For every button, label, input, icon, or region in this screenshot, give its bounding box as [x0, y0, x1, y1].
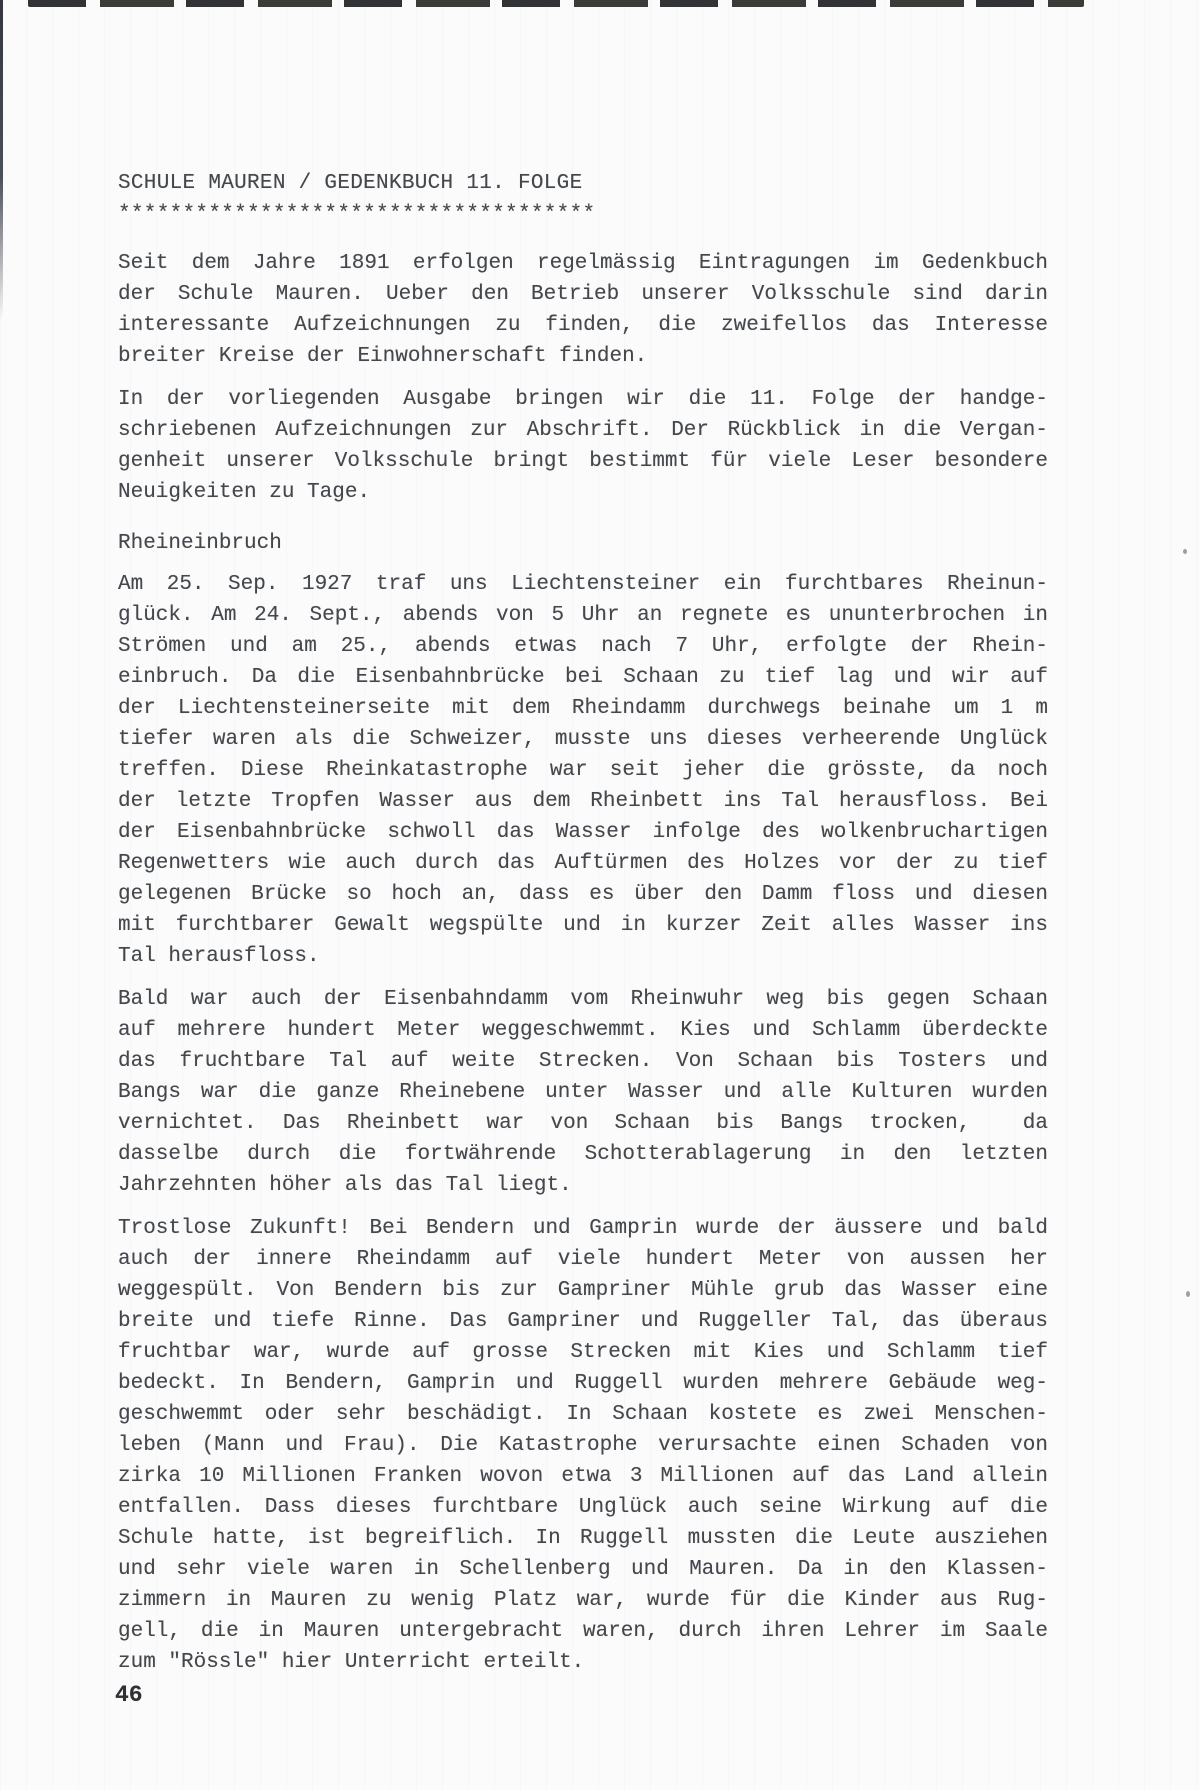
text-line: dasselbe durch die fortwährende Schotterablagerung in den letzten	[118, 1143, 1048, 1166]
scan-artifact-top-edge	[28, 0, 1084, 7]
text-line: breite und tiefe Rinne. Das Gampriner und Ruggeller Tal, das überaus	[118, 1310, 1048, 1333]
text-line: Bald war auch der Eisenbahndamm vom Rheinwuhr weg bis gegen Schaan	[118, 988, 1048, 1011]
text-line: treffen. Diese Rheinkatastrophe war seit jeher die grösste, da noch	[118, 759, 1048, 782]
text-line: breiter Kreise der Einwohnerschaft finden.	[118, 345, 648, 368]
document-content	[118, 168, 1048, 1690]
text-line: Trostlose Zukunft! Bei Bendern und Gamprin wurde der äussere und bald	[118, 1217, 1048, 1240]
text-line: einbruch. Da die Eisenbahnbrücke bei Schaan zu tief lag und wir auf	[118, 666, 1048, 689]
text-line: bedeckt. In Bendern, Gamprin und Ruggell wurden mehrere Gebäude weg-	[118, 1372, 1048, 1395]
page-number: 46	[115, 1682, 143, 1708]
text-line: der Eisenbahnbrücke schwoll das Wasser infolge des wolkenbruchartigen	[118, 821, 1048, 844]
text-line: Jahrzehnten höher als das Tal liegt.	[118, 1174, 572, 1197]
text-line: Bangs war die ganze Rheinebene unter Wasser und alle Kulturen wurden	[118, 1081, 1048, 1104]
paragraph	[118, 984, 1048, 1201]
text-line: der Liechtensteinerseite mit dem Rheindamm durchwegs beinahe um 1 m	[118, 697, 1048, 720]
text-line: auch der innere Rheindamm auf viele hundert Meter von aussen her	[118, 1248, 1048, 1271]
scan-speck	[1183, 549, 1187, 554]
text-line: vernichtet. Das Rheinbett war von Schaan bis Bangs trocken, da	[118, 1112, 1048, 1135]
text-line: der Schule Mauren. Ueber den Betrieb unserer Volksschule sind darin	[118, 283, 1048, 306]
text-line: zum "Rössle" hier Unterricht erteilt.	[118, 1651, 585, 1674]
text-line: genheit unserer Volksschule bringt bestimmt für viele Leser besondere	[118, 450, 1048, 473]
paragraph	[118, 1213, 1048, 1678]
text-line: weggespült. Von Bendern bis zur Gampriner Mühle grub das Wasser eine	[118, 1279, 1048, 1302]
text-line: glück. Am 24. Sept., abends von 5 Uhr an regnete es ununterbrochen in	[118, 604, 1048, 627]
text-line: Seit dem Jahre 1891 erfolgen regelmässig Eintragungen im Gedenkbuch	[118, 252, 1048, 275]
text-line: gell, die in Mauren untergebracht waren, durch ihren Lehrer im Saale	[118, 1620, 1048, 1643]
text-line: fruchtbar war, wurde auf grosse Strecken mit Kies und Schlamm tief	[118, 1341, 1048, 1364]
text-line: Schule hatte, ist begreiflich. In Ruggell mussten die Leute ausziehen	[118, 1527, 1048, 1550]
title-gap	[118, 230, 1048, 248]
text-line: Regenwetters wie auch durch das Auftürmen des Holzes vor der zu tief	[118, 852, 1048, 875]
text-line: tiefer waren als die Schweizer, musste uns dieses verheerende Unglück	[118, 728, 1048, 751]
text-line: mit furchtbarer Gewalt wegspülte und in kurzer Zeit alles Wasser ins	[118, 914, 1048, 937]
scan-speck	[1186, 1291, 1190, 1297]
text-line: zirka 10 Millionen Franken wovon etwa 3 Millionen auf das Land allein	[118, 1465, 1048, 1488]
text-line: schriebenen Aufzeichnungen zur Abschrift. Der Rückblick in die Vergan-	[118, 419, 1048, 442]
section-heading: Rheineinbruch	[118, 532, 282, 555]
text-line: das fruchtbare Tal auf weite Strecken. Von Schaan bis Tosters und	[118, 1050, 1048, 1073]
text-line: zimmern in Mauren zu wenig Platz war, wurde für die Kinder aus Rug-	[118, 1589, 1048, 1612]
scan-artifact-left-edge	[0, 0, 3, 320]
text-line: leben (Mann und Frau). Die Katastrophe verursachte einen Schaden von	[118, 1434, 1048, 1457]
text-line: der letzte Tropfen Wasser aus dem Rheinbett ins Tal herausfloss. Bei	[118, 790, 1048, 813]
text-line: entfallen. Dass dieses furchtbare Unglück auch seine Wirkung auf die	[118, 1496, 1048, 1519]
text-line: interessante Aufzeichnungen zu finden, die zweifellos das Interesse	[118, 314, 1048, 337]
title-underline: *************************************	[118, 203, 596, 226]
text-line: Neuigkeiten zu Tage.	[118, 481, 371, 504]
document-title: SCHULE MAUREN / GEDENKBUCH 11. FOLGE	[118, 172, 583, 195]
text-line: und sehr viele waren in Schellenberg und Mauren. Da in den Klassen-	[118, 1558, 1048, 1581]
text-line: In der vorliegenden Ausgabe bringen wir die 11. Folge der handge-	[118, 388, 1048, 411]
paragraph	[118, 248, 1048, 372]
paragraph	[118, 569, 1048, 972]
text-line: Strömen und am 25., abends etwas nach 7 Uhr, erfolgte der Rhein-	[118, 635, 1048, 658]
paragraph	[118, 384, 1048, 508]
text-line: gelegenen Brücke so hoch an, dass es über den Damm floss und diesen	[118, 883, 1048, 906]
text-line: Tal herausfloss.	[118, 945, 320, 968]
text-line: geschwemmt oder sehr beschädigt. In Schaan kostete es zwei Menschen-	[118, 1403, 1048, 1426]
text-line: auf mehrere hundert Meter weggeschwemmt. Kies und Schlamm überdeckte	[118, 1019, 1048, 1042]
text-line: Am 25. Sep. 1927 traf uns Liechtensteiner ein furchtbares Rheinun-	[118, 573, 1048, 596]
